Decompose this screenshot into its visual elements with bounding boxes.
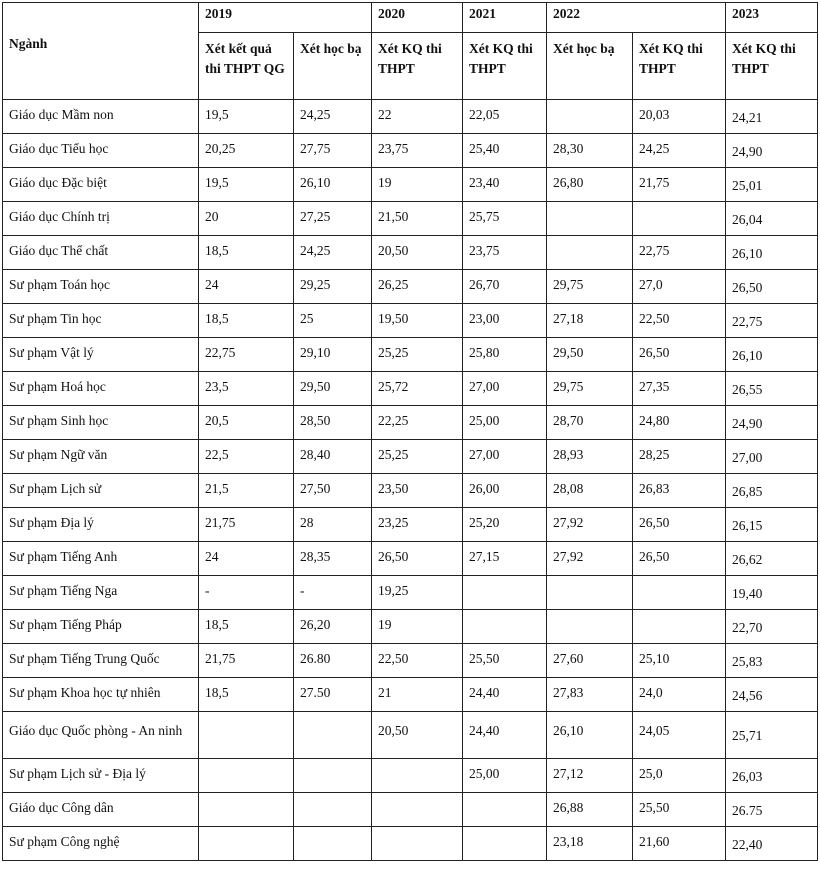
table-row <box>3 168 818 202</box>
score-cell: 22 <box>372 100 463 134</box>
score-cell: 26,15 <box>726 508 818 542</box>
score-cell: 26,62 <box>726 542 818 576</box>
nganh-cell: Giáo dục Đặc biệt <box>3 168 199 202</box>
score-cell: 24,25 <box>294 100 372 134</box>
score-cell: 23,00 <box>463 304 547 338</box>
nganh-cell: Sư phạm Địa lý <box>3 508 199 542</box>
score-cell: 26,55 <box>726 372 818 406</box>
score-cell: 25,72 <box>372 372 463 406</box>
table-row <box>3 338 818 372</box>
nganh-cell: Sư phạm Hoá học <box>3 372 199 406</box>
score-cell <box>372 827 463 861</box>
score-cell: 24 <box>199 542 294 576</box>
score-cell: 21,75 <box>199 644 294 678</box>
score-cell: 26,00 <box>463 474 547 508</box>
score-cell: 26,10 <box>726 338 818 372</box>
header-sub: Xét học bạ <box>294 33 372 100</box>
score-cell: 25 <box>294 304 372 338</box>
score-cell: 24,25 <box>633 134 726 168</box>
score-cell <box>294 759 372 793</box>
score-cell: 25,50 <box>633 793 726 827</box>
table-row <box>3 542 818 576</box>
table-row <box>3 576 818 610</box>
score-cell: 25,0 <box>633 759 726 793</box>
score-cell: 27,50 <box>294 474 372 508</box>
score-cell: 26,80 <box>547 168 633 202</box>
score-cell: 25,25 <box>372 338 463 372</box>
nganh-cell: Giáo dục Chính trị <box>3 202 199 236</box>
score-cell: 19 <box>372 610 463 644</box>
score-cell: 18,5 <box>199 678 294 712</box>
score-cell: 23,75 <box>463 236 547 270</box>
score-cell: 28,93 <box>547 440 633 474</box>
score-cell: 28,40 <box>294 440 372 474</box>
score-cell: 23,18 <box>547 827 633 861</box>
score-cell: 20,25 <box>199 134 294 168</box>
nganh-cell: Giáo dục Quốc phòng - An ninh <box>3 712 199 759</box>
score-cell: 28 <box>294 508 372 542</box>
score-cell: 25,00 <box>463 759 547 793</box>
score-cell <box>463 827 547 861</box>
score-cell: 27,25 <box>294 202 372 236</box>
score-cell: 29,75 <box>547 372 633 406</box>
score-cell <box>547 576 633 610</box>
score-cell: 19,5 <box>199 168 294 202</box>
score-cell: 22,75 <box>199 338 294 372</box>
score-cell: 22,50 <box>372 644 463 678</box>
score-cell: 24,80 <box>633 406 726 440</box>
score-cell: 21,50 <box>372 202 463 236</box>
nganh-cell: Sư phạm Khoa học tự nhiên <box>3 678 199 712</box>
score-cell: 26,70 <box>463 270 547 304</box>
header-sub: Xét kết quả thi THPT QG <box>199 33 294 100</box>
table-row <box>3 440 818 474</box>
header-year-2021: 2021 <box>463 3 547 33</box>
score-cell: 24,05 <box>633 712 726 759</box>
table-row <box>3 304 818 338</box>
nganh-cell: Sư phạm Ngữ văn <box>3 440 199 474</box>
score-cell: 27,00 <box>463 372 547 406</box>
header-sub: Xét học bạ <box>547 33 633 100</box>
score-cell: 22,5 <box>199 440 294 474</box>
header-year-2022: 2022 <box>547 3 726 33</box>
score-cell: 25,10 <box>633 644 726 678</box>
table-row <box>3 270 818 304</box>
score-cell: 25,01 <box>726 168 818 202</box>
score-cell: 18,5 <box>199 610 294 644</box>
table-row <box>3 474 818 508</box>
nganh-cell: Sư phạm Công nghệ <box>3 827 199 861</box>
score-cell: 25,75 <box>463 202 547 236</box>
score-cell <box>547 202 633 236</box>
score-cell: 27,92 <box>547 508 633 542</box>
table-row <box>3 827 818 861</box>
score-cell <box>633 576 726 610</box>
score-cell: 22,05 <box>463 100 547 134</box>
table-row <box>3 372 818 406</box>
table-row <box>3 793 818 827</box>
score-cell: 21,75 <box>633 168 726 202</box>
score-cell: 25,25 <box>372 440 463 474</box>
score-cell: 22,70 <box>726 610 818 644</box>
score-cell <box>199 712 294 759</box>
score-cell: 25,50 <box>463 644 547 678</box>
score-cell: 27,83 <box>547 678 633 712</box>
score-cell: 24,40 <box>463 712 547 759</box>
score-cell: 23,25 <box>372 508 463 542</box>
nganh-cell: Giáo dục Thể chất <box>3 236 199 270</box>
score-cell: 23,75 <box>372 134 463 168</box>
table-row <box>3 644 818 678</box>
score-cell: 26,10 <box>294 168 372 202</box>
table-row <box>3 202 818 236</box>
score-cell: 20,5 <box>199 406 294 440</box>
score-cell: 27,18 <box>547 304 633 338</box>
score-cell: 22,50 <box>633 304 726 338</box>
score-cell: - <box>199 576 294 610</box>
score-cell: 26,20 <box>294 610 372 644</box>
score-cell: 28,08 <box>547 474 633 508</box>
score-cell: 26.75 <box>726 793 818 827</box>
score-cell: 27,75 <box>294 134 372 168</box>
score-cell: 27,00 <box>463 440 547 474</box>
score-cell: 20,03 <box>633 100 726 134</box>
nganh-cell: Giáo dục Tiểu học <box>3 134 199 168</box>
table-row <box>3 759 818 793</box>
score-cell: 28,50 <box>294 406 372 440</box>
score-cell: 24,90 <box>726 406 818 440</box>
table-body <box>3 100 818 861</box>
score-cell: 24 <box>199 270 294 304</box>
score-cell <box>463 576 547 610</box>
score-cell: 24,25 <box>294 236 372 270</box>
score-cell: 26,50 <box>633 338 726 372</box>
score-cell: 19,25 <box>372 576 463 610</box>
score-cell: 26,50 <box>633 542 726 576</box>
score-cell: 27,15 <box>463 542 547 576</box>
score-cell: 23,40 <box>463 168 547 202</box>
table-row <box>3 712 818 759</box>
nganh-cell: Sư phạm Toán học <box>3 270 199 304</box>
score-cell: 28,25 <box>633 440 726 474</box>
score-cell: 27,12 <box>547 759 633 793</box>
score-cell <box>547 100 633 134</box>
header-year-2023: 2023 <box>726 3 818 33</box>
score-cell: 24,40 <box>463 678 547 712</box>
score-cell: 25,40 <box>463 134 547 168</box>
score-cell: 19,50 <box>372 304 463 338</box>
score-cell <box>294 827 372 861</box>
score-cell <box>294 712 372 759</box>
score-cell: 26,10 <box>726 236 818 270</box>
nganh-cell: Sư phạm Lịch sử <box>3 474 199 508</box>
header-year-2020: 2020 <box>372 3 463 33</box>
nganh-cell: Sư phạm Tiếng Trung Quốc <box>3 644 199 678</box>
score-cell: 27.50 <box>294 678 372 712</box>
score-cell: 26,25 <box>372 270 463 304</box>
score-cell: 29,25 <box>294 270 372 304</box>
score-cell: 24,21 <box>726 100 818 134</box>
score-cell <box>633 202 726 236</box>
table-row <box>3 236 818 270</box>
score-cell: 29,50 <box>547 338 633 372</box>
score-cell: 24,0 <box>633 678 726 712</box>
score-cell: 26,50 <box>372 542 463 576</box>
nganh-cell: Sư phạm Vật lý <box>3 338 199 372</box>
header-nganh: Ngành <box>3 3 199 100</box>
score-cell <box>372 793 463 827</box>
score-cell: 24,56 <box>726 678 818 712</box>
score-cell: 21,75 <box>199 508 294 542</box>
header-sub: Xét KQ thi THPT <box>372 33 463 100</box>
admission-score-table <box>2 2 818 861</box>
score-cell: 26.80 <box>294 644 372 678</box>
table-row <box>3 610 818 644</box>
score-cell: - <box>294 576 372 610</box>
score-cell: 22,40 <box>726 827 818 861</box>
score-cell: 26,10 <box>547 712 633 759</box>
score-cell: 26,83 <box>633 474 726 508</box>
score-cell: 26,50 <box>726 270 818 304</box>
score-cell <box>199 793 294 827</box>
nganh-cell: Sư phạm Tiếng Nga <box>3 576 199 610</box>
score-cell: 27,0 <box>633 270 726 304</box>
score-cell <box>633 610 726 644</box>
score-cell: 21,5 <box>199 474 294 508</box>
table-row <box>3 406 818 440</box>
score-cell: 20,50 <box>372 236 463 270</box>
score-cell: 19,5 <box>199 100 294 134</box>
score-cell: 28,70 <box>547 406 633 440</box>
score-cell: 26,03 <box>726 759 818 793</box>
score-cell: 18,5 <box>199 236 294 270</box>
score-cell: 25,00 <box>463 406 547 440</box>
score-cell: 22,25 <box>372 406 463 440</box>
score-cell: 20,50 <box>372 712 463 759</box>
nganh-cell: Giáo dục Mầm non <box>3 100 199 134</box>
score-cell: 27,00 <box>726 440 818 474</box>
score-cell: 29,75 <box>547 270 633 304</box>
score-cell: 25,20 <box>463 508 547 542</box>
nganh-cell: Sư phạm Tiếng Anh <box>3 542 199 576</box>
header-sub: Xét KQ thi THPT <box>633 33 726 100</box>
score-cell: 22,75 <box>726 304 818 338</box>
score-cell: 27,60 <box>547 644 633 678</box>
score-cell: 18,5 <box>199 304 294 338</box>
score-cell: 28,30 <box>547 134 633 168</box>
score-cell <box>547 610 633 644</box>
score-cell: 29,10 <box>294 338 372 372</box>
score-cell: 26,50 <box>633 508 726 542</box>
score-cell <box>463 793 547 827</box>
score-cell: 23,5 <box>199 372 294 406</box>
score-cell: 26,04 <box>726 202 818 236</box>
score-cell: 26,88 <box>547 793 633 827</box>
score-cell: 27,35 <box>633 372 726 406</box>
header-year-2019: 2019 <box>199 3 372 33</box>
score-cell: 25,83 <box>726 644 818 678</box>
score-cell: 25,80 <box>463 338 547 372</box>
table-row <box>3 678 818 712</box>
table-row <box>3 134 818 168</box>
score-cell: 25,71 <box>726 712 818 759</box>
header-sub: Xét KQ thi THPT <box>726 33 818 100</box>
score-cell: 21,60 <box>633 827 726 861</box>
score-cell <box>199 759 294 793</box>
score-cell: 23,50 <box>372 474 463 508</box>
score-cell: 19 <box>372 168 463 202</box>
score-cell: 19,40 <box>726 576 818 610</box>
table-row <box>3 508 818 542</box>
score-cell: 20 <box>199 202 294 236</box>
nganh-cell: Sư phạm Tin học <box>3 304 199 338</box>
nganh-cell: Sư phạm Sinh học <box>3 406 199 440</box>
nganh-cell: Giáo dục Công dân <box>3 793 199 827</box>
score-cell <box>547 236 633 270</box>
score-cell: 26,85 <box>726 474 818 508</box>
score-cell <box>463 610 547 644</box>
score-cell <box>294 793 372 827</box>
score-cell: 29,50 <box>294 372 372 406</box>
score-cell: 24,90 <box>726 134 818 168</box>
score-cell <box>372 759 463 793</box>
nganh-cell: Sư phạm Lịch sử - Địa lý <box>3 759 199 793</box>
score-cell: 27,92 <box>547 542 633 576</box>
score-cell: 28,35 <box>294 542 372 576</box>
score-cell <box>199 827 294 861</box>
score-cell: 22,75 <box>633 236 726 270</box>
nganh-cell: Sư phạm Tiếng Pháp <box>3 610 199 644</box>
table-row <box>3 100 818 134</box>
header-sub: Xét KQ thi THPT <box>463 33 547 100</box>
score-cell: 21 <box>372 678 463 712</box>
